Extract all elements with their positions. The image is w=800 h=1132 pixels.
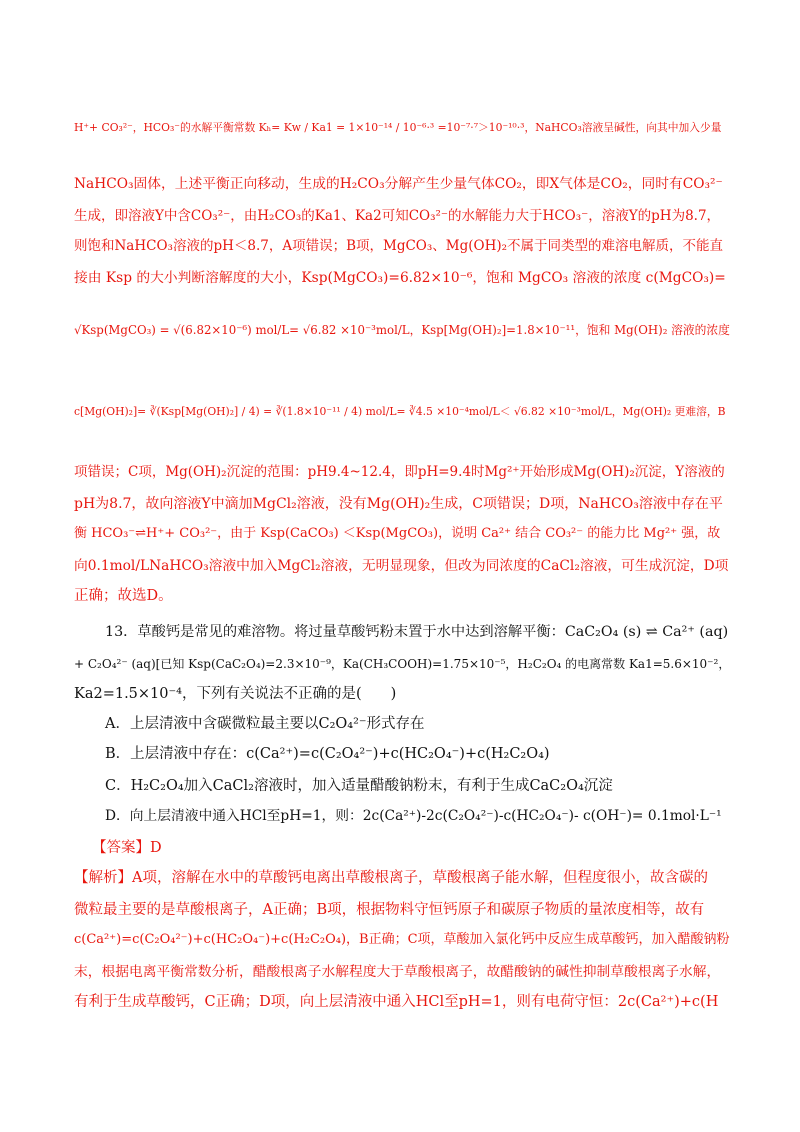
analysis-line: 则饱和NaHCO₃溶液的pH＜8.7，A项错误；B项，MgCO₃、Mg(OH)₂不属于同类型的难溶电解质，不能直 bbox=[74, 238, 724, 254]
analysis-line: c[Mg(OH)₂]= ∛(Ksp[Mg(OH)₂] / 4) = ∛(1.8×10⁻¹¹ / 4) mol/L= ∛4.5 ×10⁻⁴mol/L＜ √6.82 ×10⁻³mol/L，Mg(OH)₂ 更难溶，B bbox=[74, 405, 726, 418]
question-stem: 13．草酸钙是常见的难溶物。将过量草酸钙粉末置于水中达到溶解平衡：CaC₂O₄ (s) ⇌ Ca²⁺ (aq) bbox=[105, 624, 729, 640]
option-a: A．上层清液中含碳微粒最主要以C₂O₄²⁻形式存在 bbox=[105, 716, 425, 732]
analysis-line: pH为8.7，故向溶液Y中滴加MgCl₂溶液，没有Mg(OH)₂生成，C项错误；D项，NaHCO₃溶液中存在平 bbox=[74, 496, 723, 512]
analysis-line: 衡 HCO₃⁻⇌H⁺+ CO₃²⁻，由于 Ksp(CaCO₃) ＜Ksp(MgCO₃)，说明 Ca²⁺ 结合 CO₃²⁻ 的能力比 Mg²⁺ 强，故 bbox=[74, 526, 721, 541]
analysis-line: 向0.1mol/LNaHCO₃溶液中加入MgCl₂溶液，无明显现象，但改为同浓度的CaCl₂溶液，可生成沉淀，D项 bbox=[74, 558, 729, 574]
analysis-line: 项错误；C项，Mg(OH)₂沉淀的范围：pH9.4~12.4，即pH=9.4时Mg²⁺开始形成Mg(OH)₂沉淀，Y溶液的 bbox=[74, 464, 725, 480]
analysis-line: 正确；故选D。 bbox=[74, 588, 173, 604]
option-b: B．上层清液中存在：c(Ca²⁺)=c(C₂O₄²⁻)+c(HC₂O₄⁻)+c(H₂C₂O₄) bbox=[105, 746, 550, 762]
analysis-line: c(Ca²⁺)=c(C₂O₄²⁻)+c(HC₂O₄⁻)+c(H₂C₂O₄)，B正确；C项，草酸加入氯化钙中反应生成草酸钙，加入醋酸钠粉 bbox=[74, 932, 730, 947]
option-d: D．向上层清液中通入HCl至pH=1，则：2c(Ca²⁺)-2c(C₂O₄²⁻)-c(HC₂O₄⁻)- c(OH⁻)= 0.1mol·L⁻¹ bbox=[105, 808, 722, 824]
question-stem: + C₂O₄²⁻ (aq)[已知 Ksp(CaC₂O₄)=2.3×10⁻⁹，Ka(CH₃COOH)=1.75×10⁻⁵，H₂C₂O₄ 的电离常数 Ka1=5.6×10⁻²， bbox=[74, 657, 731, 671]
analysis-line: 【解析】A项，溶解在水中的草酸钙电离出草酸根离子，草酸根离子能水解，但程度很小，故含碳的 bbox=[74, 870, 708, 886]
analysis-line: 有利于生成草酸钙，C正确；D项，向上层清液中通入HCl至pH=1，则有电荷守恒：2c(Ca²⁺)+c(H bbox=[74, 994, 719, 1010]
analysis-line: 生成，即溶液Y中含CO₃²⁻，由H₂CO₃的Ka1、Ka2可知CO₃²⁻的水解能力大于HCO₃⁻，溶液Y的pH为8.7， bbox=[74, 208, 721, 224]
analysis-line: 接由 Ksp 的大小判断溶解度的大小，Ksp(MgCO₃)=6.82×10⁻⁶，饱和 MgCO₃ 溶液的浓度 c(MgCO₃)= bbox=[74, 270, 726, 286]
analysis-line: 微粒最主要的是草酸根离子，A正确；B项，根据物料守恒钙原子和碳原子物质的量浓度相等，故有 bbox=[74, 902, 705, 918]
analysis-line: H⁺+ CO₃²⁻，HCO₃⁻的水解平衡常数 Kₕ= Kw / Ka1 = 1×10⁻¹⁴ / 10⁻⁶·³ =10⁻⁷·⁷＞10⁻¹⁰·³，NaHCO₃溶液呈碱性，向其中加入少量 bbox=[74, 121, 722, 134]
analysis-line: 末，根据电离平衡常数分析，醋酸根离子水解程度大于草酸根离子，故醋酸钠的碱性抑制草酸根离子水解， bbox=[74, 964, 721, 980]
option-c: C．H₂C₂O₄加入CaCl₂溶液时，加入适量醋酸钠粉末，有利于生成CaC₂O₄沉淀 bbox=[105, 778, 613, 794]
analysis-line: √Ksp(MgCO₃) = √(6.82×10⁻⁶) mol/L= √6.82 ×10⁻³mol/L，Ksp[Mg(OH)₂]=1.8×10⁻¹¹，饱和 Mg(OH)₂ 溶液的浓度 bbox=[74, 323, 730, 337]
answer-label: 【答案】D bbox=[92, 840, 162, 856]
question-stem: Ka2=1.5×10⁻⁴，下列有关说法不正确的是( ) bbox=[74, 686, 397, 702]
analysis-line: NaHCO₃固体，上述平衡正向移动，生成的H₂CO₃分解产生少量气体CO₂，即X气体是CO₂，同时有CO₃²⁻ bbox=[74, 176, 723, 192]
